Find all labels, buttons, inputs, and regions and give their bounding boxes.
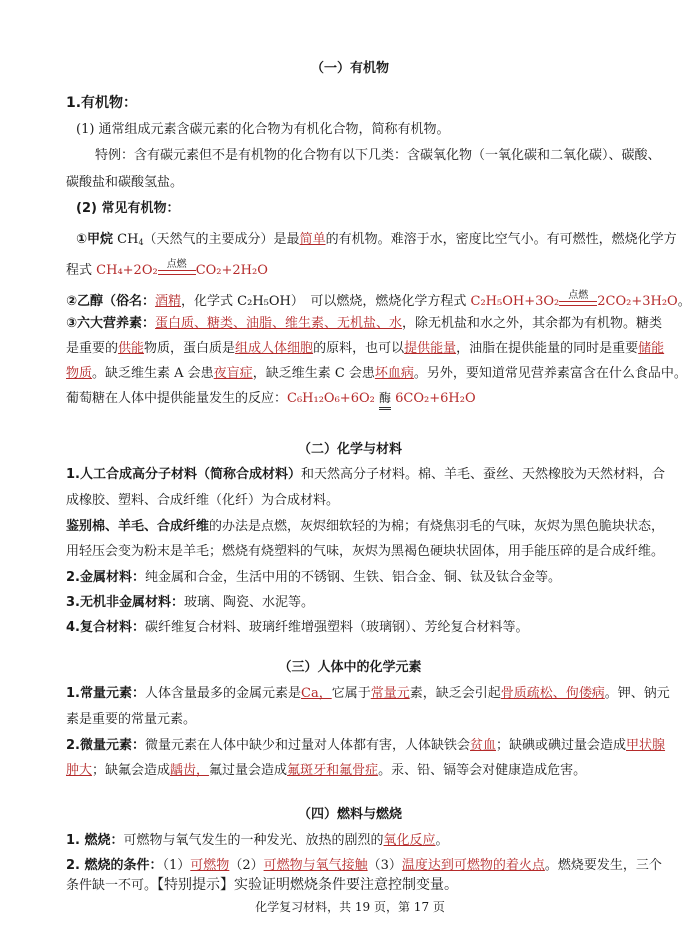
identify-line: 鉴别棉、羊毛、合成纤维的办法是点燃，灰烬细软轻的为棉；有烧焦羽毛的气味，灰烬为黑色脆块状态，	[66, 519, 665, 534]
equation-left: C₂H₅OH+3O₂	[470, 294, 560, 309]
methane-formula: $CH_4$	[117, 232, 144, 247]
ethanol-line: ②乙醇（俗名：酒精，化学式 C₂H₅OH） 可以燃烧，燃烧化学方程式 C₂H₅OH+3O₂ 点燃 2CO₂+3H₂O。	[66, 290, 691, 309]
special-tip: 【特别提示】实验证明燃烧条件要注意控制变量。	[157, 877, 459, 893]
highlight: 简单	[299, 232, 326, 247]
inorganic-materials-line: 3.无机非金属材料：玻璃、陶瓷、水泥等。	[66, 595, 314, 610]
combustion-def-line: 1. 燃烧：可燃物与氧气发生的一种发光、放热的剧烈的氧化反应。	[66, 833, 449, 848]
metal-materials-line: 2.金属材料：纯金属和合金，生活中用的不锈钢、生铁、铝合金、铜、钛及钛合金等。	[66, 570, 561, 585]
macro-elements-line: 1.常量元素：人体含量最多的金属元素是Ca，它属于常量元素，缺乏会引起骨质疏松、佝偻病。钾、钠元	[66, 686, 670, 701]
methane-equation-line: 程式 CH₄+2O₂ 点燃 CO₂+2H₂O	[66, 259, 268, 278]
equation-left: C₆H₁₂O₆+6O₂	[287, 391, 375, 406]
heading-common-organic: (2) 常见有机物：	[76, 201, 180, 216]
section-title-organic: （一）有机物	[310, 61, 389, 76]
synthetic-materials-line: 1.人工合成高分子材料（简称合成材料）和天然高分子材料。棉、羊毛、蚕丝、天然橡胶为天然材料，合	[66, 467, 665, 482]
equation-right: CO₂+2H₂O	[195, 263, 268, 278]
trace-elements-line-2: 肿大；缺氟会造成龋齿，氟过量会造成氟斑牙和氟骨症。汞、铅、镉等会对健康造成危害。	[66, 763, 587, 778]
methane-line: ①甲烷 $CH_4$（天然气的主要成分）是最简单的有机物。难溶于水，密度比空气小。有可燃性，燃烧化学方	[76, 232, 677, 247]
equation-right: 6CO₂+6H₂O	[395, 391, 476, 406]
paragraph: (1) 通常组成元素含碳元素的化合物为有机化合物，简称有机物。	[76, 122, 450, 137]
enzyme-condition: 酶	[379, 389, 391, 410]
combustion-tip-line: 条件缺一不可。【特别提示】实验证明燃烧条件要注意控制变量。	[66, 877, 459, 893]
paragraph: 用轻压会变为粉末是羊毛；燃烧有烧塑料的气味，灰烬为黑褐色硬块状固体，用手能压碎的是合成纤维。	[66, 544, 665, 559]
paragraph: 成橡胶、塑料、合成纤维（化纤）为合成材料。	[66, 493, 340, 508]
nutrients-line-1: ③六大营养素：蛋白质、糖类、油脂、维生素、无机盐、水，除无机盐和水之外，其余都为有机物。糖类	[66, 316, 663, 331]
highlight: 酒精	[155, 294, 182, 309]
paragraph: 特例：含有碳元素但不是有机物的化合物有以下几类：含碳氧化物（一氧化碳和二氧化碳）、碳酸、	[95, 148, 661, 163]
paragraph: 碳酸盐和碳酸氢盐。	[66, 175, 184, 190]
trace-elements-line: 2.微量元素：微量元素在人体中缺少和过量对人体都有害，人体缺铁会贫血；缺碘或碘过量会造成甲状腺	[66, 738, 666, 753]
paragraph: 素是重要的常量元素。	[66, 712, 197, 727]
equation-left: CH₄+2O₂	[96, 263, 158, 278]
composite-materials-line: 4.复合材料：碳纤维复合材料、玻璃纤维增强塑料（玻璃钢）、芳纶复合材料等。	[66, 620, 529, 635]
nutrients-line-2: 是重要的供能物质，蛋白质是组成人体细胞的原料，也可以提供能量，油脂在提供能量的同时是重要储能	[66, 341, 665, 356]
equation-right: 2CO₂+3H₂O	[597, 294, 678, 309]
section-title-materials: （二）化学与材料	[297, 442, 402, 457]
reaction-arrow: 点燃	[559, 291, 597, 311]
methane-label: ①甲烷	[76, 232, 114, 247]
page-footer: 化学复习材料，共 19 页，第 17 页	[255, 900, 445, 914]
section-title-elements: （三）人体中的化学元素	[278, 660, 422, 675]
glucose-line: 葡萄糖在人体中提供能量发生的反应：C₆H₁₂O₆+6O₂ 酶 6CO₂+6H₂O	[66, 389, 476, 410]
combustion-conditions-line: 2. 燃烧的条件：（1）可燃物（2）可燃物与氧气接触（3）温度达到可燃物的着火点。燃烧要发生，三个	[66, 858, 662, 873]
heading-organic: 1.有机物：	[66, 95, 138, 111]
section-title-combustion: （四）燃料与燃烧	[297, 807, 402, 822]
nutrients-line-3: 物质。缺乏维生素 A 会患夜盲症，缺乏维生素 C 会患坏血病。另外，要知道常见营养素富含在什么食品中。	[66, 366, 687, 381]
reaction-arrow: 点燃	[158, 260, 196, 280]
